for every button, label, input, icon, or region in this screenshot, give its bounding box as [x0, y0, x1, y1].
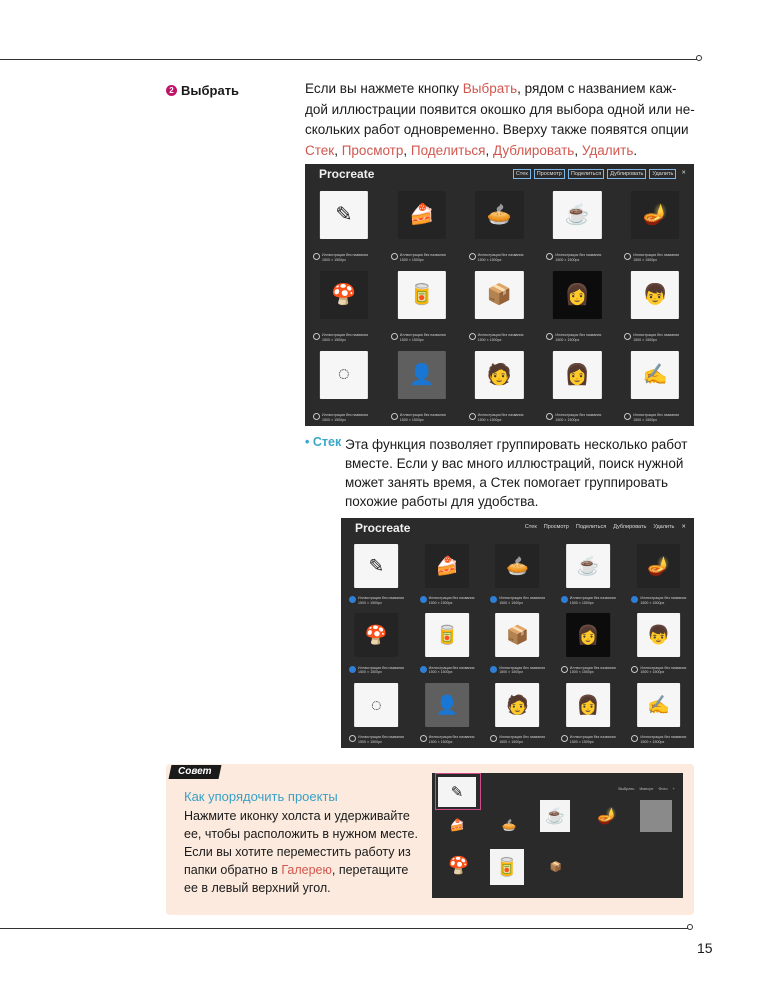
artwork-thumbnail[interactable]: 🥧 — [496, 544, 540, 588]
artwork-title: Иллюстрация без названия — [358, 735, 404, 739]
artwork-title: Иллюстрация без названия — [499, 665, 546, 670]
artwork-size: 1500 × 1500px — [633, 257, 658, 262]
artwork-tile[interactable] — [461, 186, 539, 266]
selection-checkbox[interactable] — [561, 666, 568, 673]
artwork-title: Иллюстрация без названия — [322, 333, 368, 337]
selection-checkbox[interactable] — [349, 735, 356, 742]
artwork-tile[interactable] — [623, 679, 694, 748]
artwork-title: Иллюстрация без названия — [322, 253, 368, 257]
artwork-tile[interactable] — [305, 186, 383, 266]
artwork-size: 1500 × 1500px — [477, 257, 502, 262]
selection-checkbox[interactable] — [624, 253, 631, 260]
selection-checkbox[interactable] — [313, 413, 320, 420]
menu-delete[interactable]: Удалить — [653, 524, 675, 530]
selection-checkbox[interactable] — [624, 333, 631, 340]
artwork-caption — [349, 596, 410, 605]
tip-tag — [169, 765, 222, 779]
artwork-size: 1500 × 1500px — [640, 739, 665, 744]
artwork-thumbnail[interactable]: 🍄 — [320, 271, 368, 319]
menu-duplicate[interactable]: Дублировать — [607, 169, 646, 179]
artwork-caption — [624, 253, 692, 262]
artwork-thumbnail[interactable]: 🥫 — [398, 271, 446, 319]
artwork-size: 1500 × 1500px — [477, 417, 502, 422]
menu-preview[interactable]: Просмотр — [543, 524, 569, 530]
comma: , — [334, 142, 342, 158]
artwork-title: Иллюстрация без названия — [569, 665, 616, 670]
selection-checkbox[interactable] — [561, 735, 568, 742]
artwork-title: Иллюстрация без названия — [555, 333, 602, 337]
artwork-caption — [420, 735, 481, 744]
artwork-tile[interactable] — [482, 679, 553, 748]
artwork-tile[interactable] — [553, 609, 624, 678]
tip-body — [184, 807, 424, 897]
artwork-caption-text — [640, 666, 686, 675]
artwork-tile[interactable] — [623, 540, 694, 609]
keyword-select: Выбрать — [462, 81, 518, 96]
keyword-preview: Просмотр — [341, 142, 404, 158]
artwork-caption — [469, 253, 537, 262]
intro-text-1: Если вы нажмете кнопку — [305, 81, 463, 96]
artwork-thumbnail[interactable]: 🪔 — [637, 544, 681, 588]
artwork-size: 1500 × 1500px — [555, 337, 580, 342]
gallery-link: Галерею — [281, 863, 332, 877]
selection-checkbox[interactable] — [546, 413, 553, 420]
artwork-caption — [624, 413, 692, 422]
keyword-stack: Стек — [305, 142, 335, 158]
artwork-caption-text — [358, 735, 404, 744]
artwork-caption — [349, 735, 410, 744]
artwork-caption — [313, 413, 381, 422]
section-label: Выбрать — [181, 83, 240, 98]
gallery-screenshot-select — [305, 164, 694, 426]
selection-checkbox-checked[interactable] — [490, 596, 497, 603]
artwork-size: 1500 × 1500px — [555, 417, 580, 422]
artwork-thumbnail[interactable]: 🥫 — [425, 613, 469, 657]
artwork-caption-text — [499, 666, 545, 675]
menu-delete[interactable]: Удалить — [649, 169, 676, 179]
artwork-title: Иллюстрация без названия — [399, 253, 446, 257]
artwork-caption-text — [570, 735, 616, 744]
artwork-caption — [624, 333, 692, 342]
artwork-thumbnail[interactable]: 👤 — [398, 351, 446, 399]
selection-checkbox[interactable] — [631, 666, 638, 673]
artwork-caption — [490, 596, 551, 605]
artwork-caption-text — [400, 413, 446, 422]
artwork-caption-text — [429, 666, 475, 675]
selection-checkbox[interactable] — [631, 735, 638, 742]
artwork-title: Иллюстрация без названия — [428, 735, 475, 739]
artwork-thumbnail[interactable]: 👤 — [425, 683, 469, 727]
artwork-tile[interactable] — [482, 540, 553, 609]
artwork-tile[interactable] — [383, 186, 461, 266]
artwork-caption-text — [570, 666, 616, 675]
selection-checkbox-checked[interactable] — [349, 596, 356, 603]
selection-checkbox[interactable] — [420, 735, 427, 742]
artwork-caption-text — [400, 333, 446, 342]
close-icon[interactable]: ✕ — [681, 524, 686, 530]
artwork-tile[interactable] — [616, 346, 694, 426]
artwork-caption — [313, 253, 381, 262]
artwork-thumbnail[interactable]: 🪔 — [631, 191, 679, 239]
artwork-caption-text — [358, 596, 404, 605]
artwork-title: Иллюстрация без названия — [399, 333, 446, 337]
mini-artwork-thumbnail[interactable]: 🪔 — [597, 808, 617, 825]
menu-preview[interactable]: Просмотр — [534, 169, 565, 179]
selection-checkbox[interactable] — [490, 735, 497, 742]
artwork-thumbnail[interactable]: 👦 — [631, 271, 679, 319]
artwork-size: 1500 × 1500px — [428, 670, 453, 675]
selection-checkbox-checked[interactable] — [420, 596, 427, 603]
selection-checkbox[interactable] — [546, 253, 553, 260]
comma: , — [403, 142, 411, 158]
artwork-title: Иллюстрация без названия — [640, 596, 687, 601]
artwork-size: 1500 × 1500px — [633, 417, 658, 422]
artwork-caption — [546, 333, 614, 342]
close-icon[interactable]: ✕ — [681, 170, 686, 176]
artwork-caption — [313, 333, 381, 342]
selection-checkbox[interactable] — [469, 333, 476, 340]
artwork-tile[interactable] — [623, 609, 694, 678]
menu-share[interactable]: Поделиться — [568, 169, 604, 179]
mini-artwork-thumbnail[interactable] — [640, 800, 672, 832]
artwork-caption-text — [499, 596, 545, 605]
artwork-thumbnail[interactable]: 👩 — [553, 351, 601, 399]
artwork-size: 1500 × 1500px — [640, 670, 665, 675]
artwork-thumbnail[interactable]: 🧑 — [475, 351, 523, 399]
artwork-caption — [546, 253, 614, 262]
artwork-caption-text — [555, 253, 601, 262]
artwork-size: 1500 × 1500px — [499, 600, 524, 605]
artwork-caption-text — [429, 735, 475, 744]
artwork-tile[interactable] — [616, 186, 694, 266]
mini-gallery-screenshot — [432, 773, 683, 898]
mini-menu-select[interactable]: Выбрать — [618, 786, 635, 791]
stack-bullet: • Стек — [305, 435, 342, 449]
selection-checkbox[interactable] — [391, 253, 398, 260]
artwork-tile[interactable] — [383, 266, 461, 346]
artwork-thumbnail[interactable]: 🥧 — [475, 191, 523, 239]
artwork-tile[interactable] — [461, 346, 539, 426]
mini-artwork-thumbnail[interactable]: ☕ — [540, 800, 570, 832]
tip-text-2: , перетащите ее в левый верхний угол. — [184, 863, 409, 895]
artwork-tile[interactable] — [412, 540, 483, 609]
artwork-tile[interactable] — [538, 266, 616, 346]
artwork-title: Иллюстрация без названия — [499, 596, 546, 601]
selection-checkbox[interactable] — [313, 333, 320, 340]
artwork-caption-text — [322, 333, 368, 342]
menu-duplicate[interactable]: Дублировать — [613, 524, 647, 530]
artwork-title: Иллюстрация без названия — [477, 413, 524, 417]
selection-checkbox[interactable] — [391, 413, 398, 420]
tip-tag-label: Совет — [178, 766, 212, 777]
artwork-size: 1500 × 1500px — [322, 257, 346, 262]
artwork-thumbnail[interactable]: 🍰 — [398, 191, 446, 239]
section-heading — [166, 83, 239, 98]
artwork-thumbnail[interactable]: 🧑 — [496, 683, 540, 727]
keyword-delete: Удалить — [581, 142, 634, 158]
artwork-title: Иллюстрация без названия — [555, 253, 602, 257]
artwork-thumbnail[interactable]: 👩 — [553, 271, 601, 319]
selection-checkbox[interactable] — [546, 333, 553, 340]
app-title: Procreate — [319, 167, 375, 181]
artwork-caption-text — [640, 596, 686, 605]
comma: , — [485, 142, 493, 158]
artwork-thumbnail[interactable]: ◌ — [320, 351, 368, 399]
artwork-thumbnail[interactable]: 👩 — [566, 613, 610, 657]
artwork-caption — [631, 666, 692, 675]
artwork-caption — [391, 413, 459, 422]
artwork-title: Иллюстрация без названия — [569, 735, 616, 739]
artwork-tile[interactable] — [538, 186, 616, 266]
artwork-tile[interactable] — [482, 609, 553, 678]
bottom-rule-end — [687, 924, 693, 930]
artwork-caption — [420, 596, 481, 605]
artwork-thumbnail[interactable]: 📦 — [475, 271, 523, 319]
artwork-caption — [469, 413, 537, 422]
artwork-caption — [420, 666, 481, 675]
artwork-title: Иллюстрация без названия — [555, 413, 602, 417]
artwork-caption-text — [570, 596, 616, 605]
artwork-thumbnail[interactable]: ✍ — [637, 683, 681, 727]
artwork-tile[interactable] — [341, 679, 412, 748]
artwork-tile[interactable] — [305, 346, 383, 426]
keyword-duplicate: Дублировать — [492, 142, 575, 158]
artwork-thumbnail[interactable]: ☕ — [553, 191, 601, 239]
artwork-tile[interactable] — [461, 266, 539, 346]
artwork-title: Иллюстрация без названия — [358, 596, 404, 601]
intro-paragraph — [305, 79, 697, 161]
artwork-title: Иллюстрация без названия — [358, 665, 404, 670]
artwork-thumbnail[interactable]: ✍ — [631, 351, 679, 399]
artwork-title: Иллюстрация без названия — [640, 665, 687, 670]
artwork-caption-text — [358, 666, 404, 675]
artwork-size: 1500 × 1500px — [322, 337, 346, 342]
stack-description: Эта функция позволяет группировать несколько работ вместе. Если у вас много иллюстраций, поиск нужной может занять время, а Стек помогает группировать похожие работы для удобства. — [345, 437, 688, 509]
artwork-title: Иллюстрация без названия — [477, 333, 524, 337]
artwork-caption — [469, 333, 537, 342]
artwork-grid — [341, 540, 694, 748]
mini-artwork-thumbnail[interactable]: 🥧 — [501, 818, 517, 832]
artwork-caption-text — [633, 333, 679, 342]
menu-share[interactable]: Поделиться — [575, 524, 607, 530]
artwork-title: Иллюстрация без названия — [499, 735, 546, 739]
artwork-size: 1500 × 1500px — [477, 337, 502, 342]
artwork-title: Иллюстрация без названия — [633, 253, 680, 257]
artwork-caption — [561, 735, 622, 744]
artwork-size: 1500 × 1500px — [358, 670, 382, 675]
artwork-caption-text — [499, 735, 545, 744]
artwork-size: 1500 × 1500px — [428, 739, 453, 744]
artwork-size: 1500 × 1500px — [569, 670, 594, 675]
artwork-size: 1500 × 1500px — [322, 417, 346, 422]
menu-stack[interactable]: Стек — [524, 524, 537, 530]
artwork-caption — [631, 735, 692, 744]
artwork-size: 1500 × 1500px — [358, 600, 382, 605]
artwork-title: Иллюстрация без названия — [477, 253, 524, 257]
selection-checkbox[interactable] — [391, 333, 398, 340]
artwork-grid — [305, 186, 694, 426]
artwork-thumbnail[interactable]: 📦 — [496, 613, 540, 657]
menu-stack[interactable]: Стек — [513, 169, 531, 179]
artwork-caption — [561, 666, 622, 675]
app-title: Procreate — [355, 521, 411, 535]
comma: , — [574, 142, 582, 158]
selection-checkbox-checked[interactable] — [490, 666, 497, 673]
period: . — [633, 142, 638, 158]
artwork-tile[interactable] — [341, 540, 412, 609]
mini-artwork-thumbnail[interactable]: 🍄 — [448, 856, 470, 875]
artwork-caption-text — [322, 253, 368, 262]
mini-menu-photo[interactable]: Фото — [658, 786, 668, 791]
mini-artwork-thumbnail[interactable]: 🥫 — [490, 849, 524, 885]
page-number: 15 — [697, 940, 713, 956]
top-rule-end — [696, 55, 702, 61]
selection-checkbox[interactable] — [469, 413, 476, 420]
artwork-tile[interactable] — [553, 679, 624, 748]
artwork-caption-text — [633, 413, 679, 422]
artwork-size: 1500 × 1500px — [633, 337, 658, 342]
artwork-size: 1500 × 1500px — [499, 670, 524, 675]
selection-menu — [513, 169, 688, 179]
selection-checkbox-checked[interactable] — [631, 596, 638, 603]
intro-text-2: , рядом с названием каж-дой иллюстрации появится окошко для выбора одной или не-скольких работ одновременно. Вверху также появятся опции — [305, 81, 695, 137]
artwork-caption — [546, 413, 614, 422]
artwork-size: 1500 × 1500px — [428, 600, 453, 605]
artwork-size: 1500 × 1500px — [399, 257, 424, 262]
artwork-caption-text — [555, 333, 601, 342]
artwork-caption — [490, 735, 551, 744]
artwork-thumbnail[interactable]: ✎ — [354, 544, 398, 588]
selection-checkbox[interactable] — [313, 253, 320, 260]
artwork-thumbnail[interactable]: 👦 — [637, 613, 681, 657]
bottom-rule — [0, 928, 690, 929]
artwork-title: Иллюстрация без названия — [633, 413, 680, 417]
mini-menu-import[interactable]: Импорт — [639, 786, 654, 791]
mini-artwork-thumbnail[interactable]: 📦 — [549, 861, 563, 873]
mini-artwork-thumbnail[interactable]: ✎ — [438, 777, 476, 807]
artwork-caption — [391, 333, 459, 342]
mini-artwork-thumbnail[interactable]: 🍰 — [449, 818, 465, 832]
artwork-size: 1500 × 1500px — [640, 600, 665, 605]
artwork-title: Иллюстрация без названия — [569, 596, 616, 601]
artwork-tile[interactable] — [553, 540, 624, 609]
tip-text-1: Нажмите иконку холста и удерживайте ее, чтобы расположить в нужном месте. Если вы хотите переместить работу из папки обратно в — [184, 809, 418, 877]
artwork-tile[interactable] — [616, 266, 694, 346]
selection-checkbox-checked[interactable] — [420, 666, 427, 673]
artwork-size: 1500 × 1500px — [569, 739, 594, 744]
gallery-screenshot-selected — [341, 518, 694, 748]
artwork-thumbnail[interactable]: ✎ — [320, 191, 368, 239]
artwork-caption — [490, 666, 551, 675]
artwork-tile[interactable] — [412, 679, 483, 748]
artwork-caption-text — [322, 413, 368, 422]
artwork-size: 1500 × 1500px — [399, 417, 424, 422]
tip-heading: Как упорядочить проекты — [184, 789, 338, 804]
artwork-title: Иллюстрация без названия — [633, 333, 680, 337]
artwork-size: 1500 × 1500px — [499, 739, 524, 744]
artwork-tile[interactable] — [538, 346, 616, 426]
artwork-thumbnail[interactable]: ☕ — [566, 544, 610, 588]
artwork-tile[interactable] — [383, 346, 461, 426]
artwork-size: 1500 × 1500px — [569, 600, 594, 605]
artwork-caption — [561, 596, 622, 605]
artwork-caption — [631, 596, 692, 605]
artwork-thumbnail[interactable]: 🍰 — [425, 544, 469, 588]
artwork-caption-text — [429, 596, 475, 605]
artwork-caption-text — [478, 333, 524, 342]
artwork-caption — [391, 253, 459, 262]
top-rule — [0, 59, 700, 60]
artwork-thumbnail[interactable]: 👩 — [566, 683, 610, 727]
artwork-caption-text — [478, 253, 524, 262]
artwork-title: Иллюстрация без названия — [399, 413, 446, 417]
artwork-size: 1500 × 1500px — [358, 739, 382, 744]
section-number-badge: 2 — [166, 85, 177, 96]
mini-menu-add[interactable]: + — [672, 786, 675, 791]
selection-checkbox[interactable] — [624, 413, 631, 420]
artwork-caption-text — [555, 413, 601, 422]
artwork-caption-text — [478, 413, 524, 422]
artwork-size: 1500 × 1500px — [555, 257, 580, 262]
artwork-title: Иллюстрация без названия — [428, 596, 475, 601]
artwork-tile[interactable] — [341, 609, 412, 678]
selection-menu — [523, 523, 688, 531]
artwork-tile[interactable] — [305, 266, 383, 346]
artwork-caption — [349, 666, 410, 675]
artwork-size: 1500 × 1500px — [399, 337, 424, 342]
selection-checkbox-checked[interactable] — [349, 666, 356, 673]
mini-menu — [618, 786, 675, 791]
selection-checkbox[interactable] — [469, 253, 476, 260]
artwork-caption-text — [400, 253, 446, 262]
artwork-caption-text — [640, 735, 686, 744]
artwork-caption-text — [633, 253, 679, 262]
keyword-share: Поделиться — [410, 142, 486, 158]
artwork-tile[interactable] — [412, 609, 483, 678]
artwork-title: Иллюстрация без названия — [322, 413, 368, 417]
selection-checkbox-checked[interactable] — [561, 596, 568, 603]
artwork-thumbnail[interactable]: ◌ — [354, 683, 398, 727]
artwork-thumbnail[interactable]: 🍄 — [354, 613, 398, 657]
artwork-title: Иллюстрация без названия — [428, 665, 475, 670]
artwork-title: Иллюстрация без названия — [640, 735, 687, 739]
